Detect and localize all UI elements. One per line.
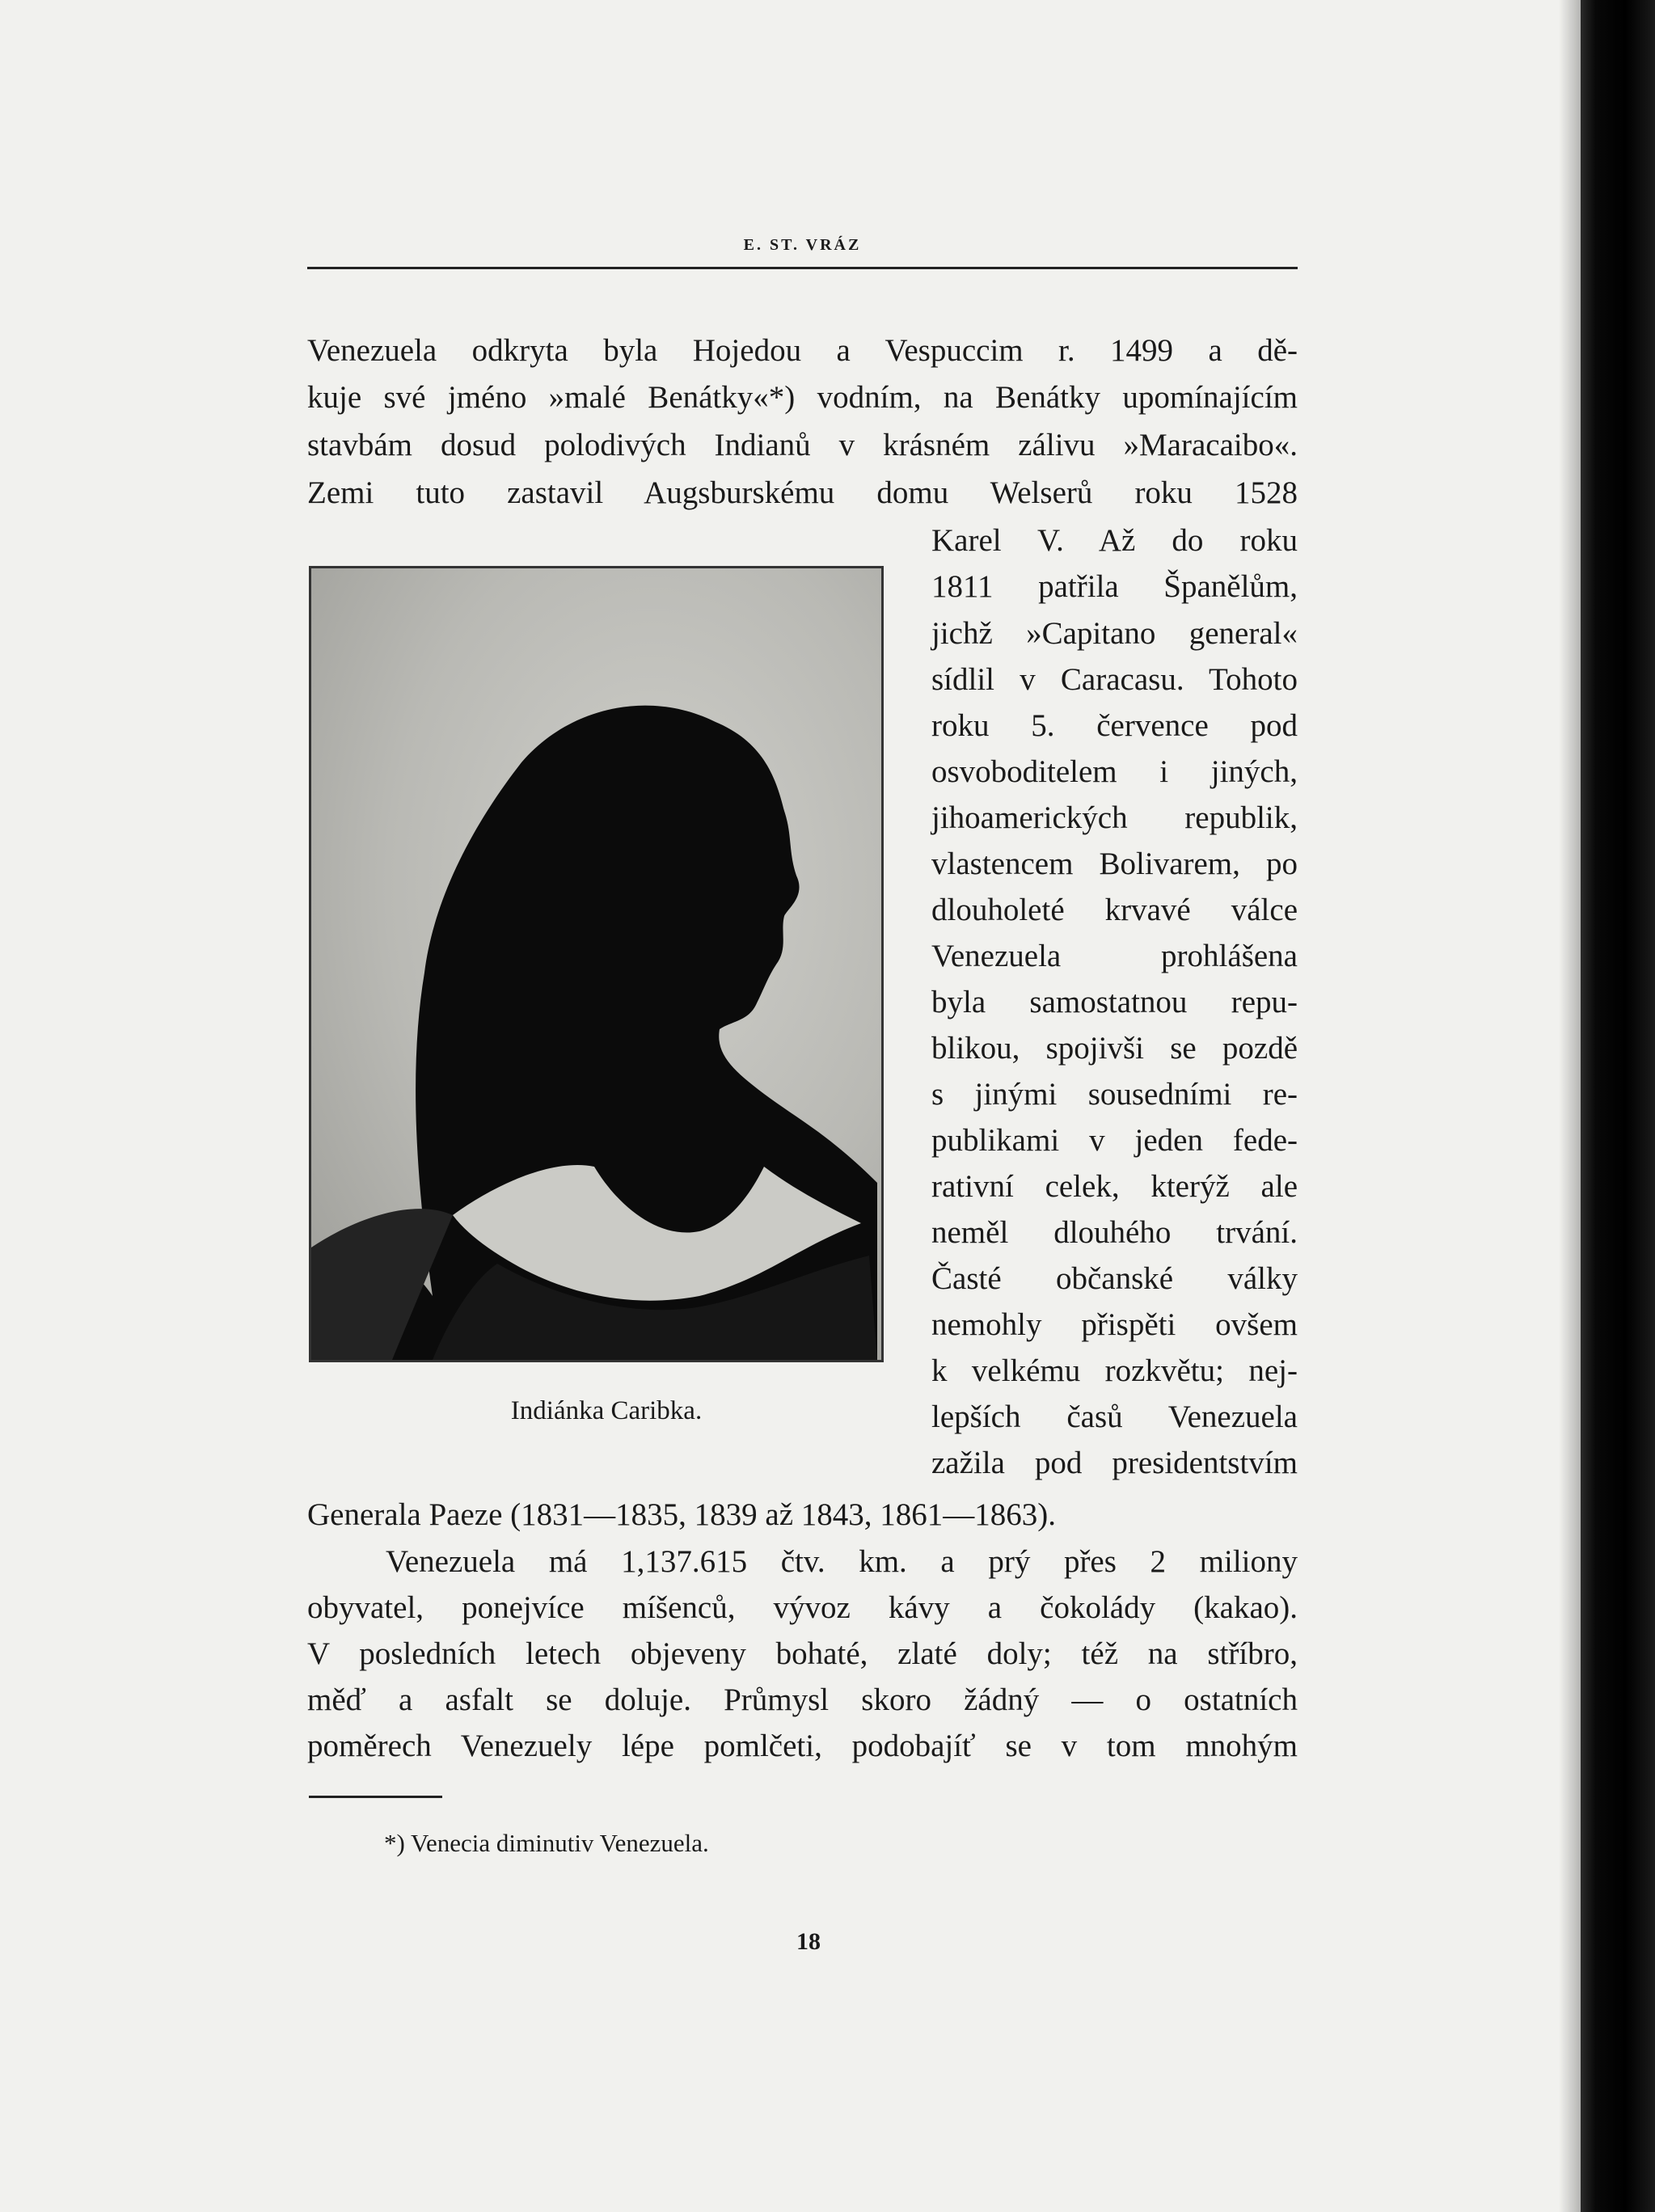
text-line: jihoamerických republik, [931,800,1298,835]
footnote-rule [309,1796,442,1798]
text-line: Venezuela prohlášena [931,939,1298,973]
text-line: zažila pod presidentstvím [931,1446,1298,1480]
text-line: publikami v jeden fede- [931,1123,1298,1158]
text-line: V posledních letech objeveny bohaté, zlaté doly; též na stříbro, [307,1636,1298,1671]
text-line: kuje své jméno »malé Benátky«*) vodním, na Benátky upomínajícím [307,380,1298,415]
text-line: s jinými sousedními re- [931,1077,1298,1112]
text-line: dlouholeté krvavé válce [931,893,1298,927]
text-line: Zemi tuto zastavil Augsburskému domu Welserů roku 1528 [307,475,1298,510]
text-line: jichž »Capitano general« [931,616,1298,651]
text-line: poměrech Venezuely lépe pomlčeti, podobajíť se v tom mnohým [307,1729,1298,1763]
text-line: osvoboditelem i jiných, [931,754,1298,789]
text-line: Časté občanské války [931,1261,1298,1296]
text-line: roku 5. července pod [931,708,1298,743]
text-line: měď a asfalt se doluje. Průmysl skoro žádný — o ostatních [307,1682,1298,1717]
text-line: nemohly přispěti ovšem [931,1307,1298,1342]
text-line: rativní celek, kterýž ale [931,1169,1298,1204]
text-line: Generala Paeze (1831—1835, 1839 až 1843, 1861—1863). [307,1497,1057,1532]
portrait-photo [309,566,884,1362]
text-line: stavbám dosud polodivých Indianů v krásném zálivu »Maracaibo«. [307,428,1298,462]
book-spine-shadow [1581,0,1655,2212]
figure-caption: Indiánka Caribka. [510,1396,703,1425]
text-line: lepších časů Venezuela [931,1399,1298,1434]
text-line: obyvatel, ponejvíce míšenců, vývoz kávy a čokolády (kakao). [307,1590,1298,1625]
header-rule [307,267,1298,269]
text-line: k velkému rozkvětu; nej- [931,1353,1298,1388]
text-line: vlastencem Bolivarem, po [931,846,1298,881]
text-line: byla samostatnou repu- [931,985,1298,1019]
paragraph-first-line: Venezuela má 1,137.615 čtv. km. a prý přes 2 miliony [386,1544,1298,1579]
text-line: 1811 patřila Španělům, [931,569,1298,604]
page-shadow [1559,0,1581,2212]
text-line: blikou, spojivši se pozdě [931,1031,1298,1066]
page-number: 18 [796,1928,821,1955]
text-line: Karel V. Až do roku [931,523,1298,558]
running-head: E. ST. VRÁZ [743,236,862,254]
footnote: *) Venecia diminutiv Venezuela. [384,1829,709,1857]
text-line: Venezuela odkryta byla Hojedou a Vespuccim r. 1499 a dě- [307,333,1298,368]
portrait-silhouette-image [311,568,881,1360]
text-line: sídlil v Caracasu. Tohoto [931,662,1298,697]
text-line: neměl dlouhého trvání. [931,1215,1298,1250]
